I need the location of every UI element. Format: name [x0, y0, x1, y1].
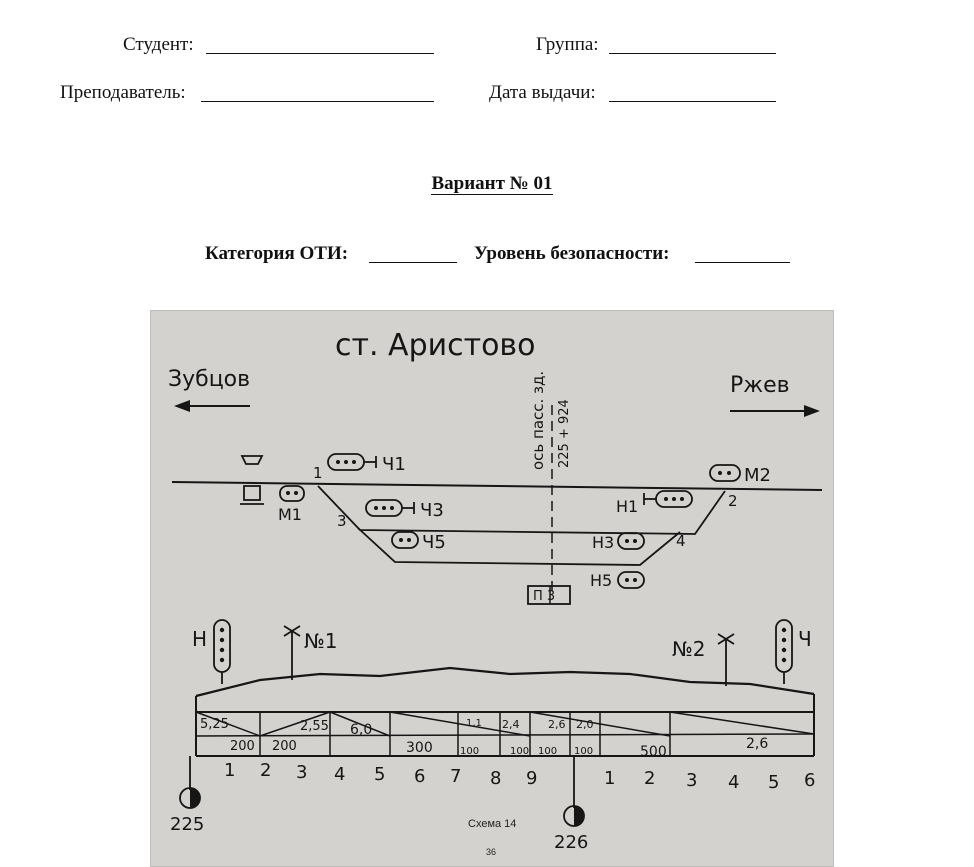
slope-4: 1,1 [466, 718, 482, 729]
slope-3: 6,0 [350, 722, 373, 738]
picket-11: 2 [644, 768, 656, 789]
scheme-caption: Схема 14 [468, 818, 517, 830]
axis-label: ось пасс. зд. [529, 370, 547, 470]
picket-13: 4 [728, 772, 740, 793]
student-label: Студент: [123, 34, 194, 55]
page-number: 36 [486, 847, 497, 857]
picket-7: 7 [450, 766, 462, 787]
picket-5: 5 [374, 764, 386, 785]
axis-km-label: 225 + 924 [557, 399, 572, 468]
group-field[interactable] [609, 53, 776, 54]
slope-5: 2,4 [502, 718, 520, 731]
picket-1: 1 [224, 760, 236, 781]
length-5: 100 [510, 746, 530, 757]
station-name: ст. Аристово [335, 328, 536, 363]
picket-3: 3 [296, 762, 308, 783]
signal-n3-label: Н3 [592, 533, 615, 552]
switch-2: 2 [728, 492, 738, 510]
length-4: 100 [460, 746, 480, 757]
left-direction-label: Зубцов [168, 367, 251, 392]
crossing-2-label: №2 [672, 637, 706, 661]
picket-6: 6 [414, 766, 426, 787]
signal-n5-label: Н5 [590, 571, 613, 590]
category-label: Категория ОТИ: [205, 243, 349, 264]
group-label: Группа: [536, 34, 599, 55]
teacher-label: Преподаватель: [60, 82, 186, 103]
km-225-label: 225 [170, 814, 205, 835]
slope-6: 2,6 [548, 718, 566, 731]
picket-10: 1 [604, 768, 616, 789]
right-direction-label: Ржев [730, 373, 790, 398]
picket-4: 4 [334, 764, 346, 785]
picket-15: 6 [804, 770, 816, 791]
switch-3: 3 [337, 512, 347, 530]
platform-label: П 3 [533, 589, 556, 604]
picket-9: 9 [526, 768, 538, 789]
length-6: 100 [538, 746, 558, 757]
picket-14: 5 [768, 772, 780, 793]
length-2: 200 [272, 739, 297, 754]
picket-8: 8 [490, 768, 502, 789]
signal-m1-label: М1 [278, 505, 302, 524]
length-7: 100 [574, 746, 594, 757]
teacher-field[interactable] [201, 101, 434, 102]
slope-8: 2,6 [746, 736, 769, 752]
length-1: 200 [230, 739, 255, 754]
slope-1: 5,25 [200, 717, 229, 732]
signal-n1-label: Н1 [616, 497, 639, 516]
length-8: 500 [640, 744, 667, 760]
slope-7: 2,0 [576, 718, 594, 731]
variant-title: Вариант № 01 [431, 173, 553, 194]
security-field[interactable] [695, 262, 790, 263]
security-label: Уровень безопасности: [474, 243, 670, 264]
student-field[interactable] [206, 53, 434, 54]
station-scheme-photo [150, 310, 834, 867]
issue-date-field[interactable] [609, 101, 776, 102]
signal-ch5-label: Ч5 [422, 532, 446, 553]
signal-m2-label: М2 [744, 465, 771, 486]
length-3: 300 [406, 740, 433, 756]
issue-date-label: Дата выдачи: [489, 82, 596, 103]
picket-2: 2 [260, 760, 272, 781]
entry-signal-n-label: Н [192, 627, 208, 651]
signal-ch1-label: Ч1 [382, 454, 406, 475]
km-226-label: 226 [554, 832, 589, 853]
switch-4: 4 [676, 532, 686, 550]
entry-signal-ch-label: Ч [798, 627, 812, 651]
switch-1: 1 [313, 464, 323, 482]
crossing-1-label: №1 [304, 629, 338, 653]
category-field[interactable] [369, 262, 457, 263]
signal-ch3-label: Ч3 [420, 500, 444, 521]
slope-2: 2,55 [300, 719, 329, 734]
picket-12: 3 [686, 770, 698, 791]
